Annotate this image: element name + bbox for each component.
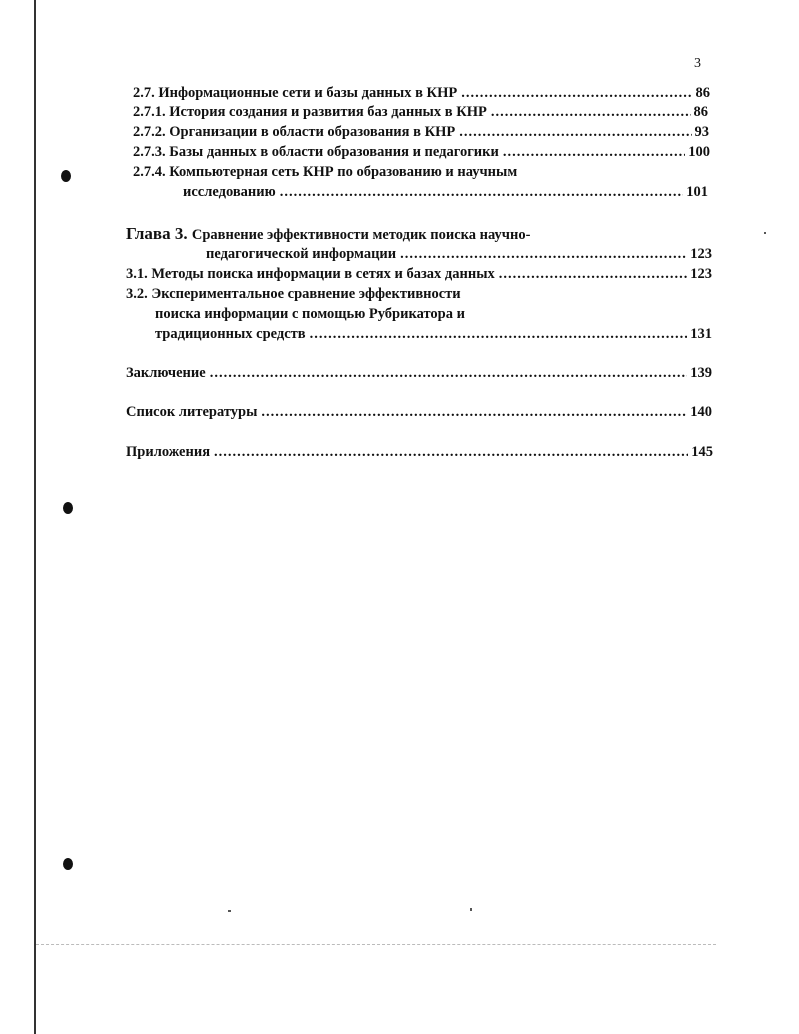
toc-entry-title: Список литературы xyxy=(126,404,258,420)
toc-entry-page: 93 xyxy=(694,124,709,140)
toc-chapter-3[interactable] xyxy=(206,245,712,264)
toc-entry-page: 86 xyxy=(695,85,710,101)
dot-leader xyxy=(214,443,688,462)
toc-entry-title: 3.1. Методы поиска информации в сетях и базах данных xyxy=(126,266,495,282)
toc-chapter-3-line1[interactable] xyxy=(126,224,530,245)
toc-entry-page: 123 xyxy=(690,246,712,262)
toc-entry-title: Заключение xyxy=(126,365,206,381)
toc-entry-title: 2.7.3. Базы данных в области образования и педагогики xyxy=(133,144,499,160)
toc-entry-title: педагогической информации xyxy=(206,246,397,262)
toc-entry-2-7-4[interactable] xyxy=(183,183,708,202)
toc-entry-2-7-4-line1[interactable]: 2.7.4. Компьютерная сеть КНР по образованию и научным xyxy=(133,164,518,180)
dot-leader xyxy=(210,364,688,383)
dot-leader xyxy=(310,325,688,344)
dot-leader xyxy=(459,123,691,142)
toc-entry-page: 131 xyxy=(690,326,712,342)
toc-entry-page: 123 xyxy=(690,266,712,282)
toc-entry-3-1[interactable] xyxy=(126,265,712,284)
dot-leader xyxy=(400,245,687,264)
toc-entry-page: 101 xyxy=(686,184,708,200)
page-number: 3 xyxy=(694,56,701,71)
toc-entry-page: 86 xyxy=(693,104,708,120)
toc-entry-page: 139 xyxy=(690,365,712,381)
chapter-label: Глава 3. xyxy=(126,224,188,243)
toc-entry-page: 140 xyxy=(690,404,712,420)
toc-entry-conclusion[interactable] xyxy=(126,364,712,383)
toc-entry-references[interactable] xyxy=(126,403,712,422)
dot-leader xyxy=(491,103,691,122)
dot-leader xyxy=(499,265,687,284)
toc-entry-2-7-3[interactable] xyxy=(133,143,710,162)
dot-leader xyxy=(503,143,685,162)
toc-entry-3-2[interactable] xyxy=(155,325,712,344)
toc-entry-2-7-2[interactable] xyxy=(133,123,709,142)
toc-entry-appendices[interactable] xyxy=(126,443,713,462)
chapter-title: Сравнение эффективности методик поиска научно- xyxy=(191,227,531,243)
toc-entry-page: 100 xyxy=(688,144,710,160)
toc-entry-title: Приложения xyxy=(126,444,211,460)
toc-entry-2-7[interactable] xyxy=(133,84,710,103)
toc-entry-3-2-line1[interactable]: 3.2. Экспериментальное сравнение эффективности xyxy=(126,286,461,302)
dot-leader xyxy=(261,403,687,422)
toc-entry-2-7-1[interactable] xyxy=(133,103,708,122)
toc-entry-title: традиционных средств xyxy=(155,326,306,342)
toc-entry-title: 2.7.2. Организации в области образования в КНР xyxy=(133,124,456,140)
toc-entry-title: исследованию xyxy=(183,184,276,200)
toc-entry-title: 2.7.1. История создания и развития баз данных в КНР xyxy=(133,104,487,120)
dot-leader xyxy=(461,84,692,103)
toc-entry-title: 2.7. Информационные сети и базы данных в КНР xyxy=(133,85,458,101)
toc-entry-3-2-line2[interactable]: поиска информации с помощью Рубрикатора и xyxy=(155,306,465,322)
dot-leader xyxy=(280,183,684,202)
toc-entry-page: 145 xyxy=(691,444,713,460)
